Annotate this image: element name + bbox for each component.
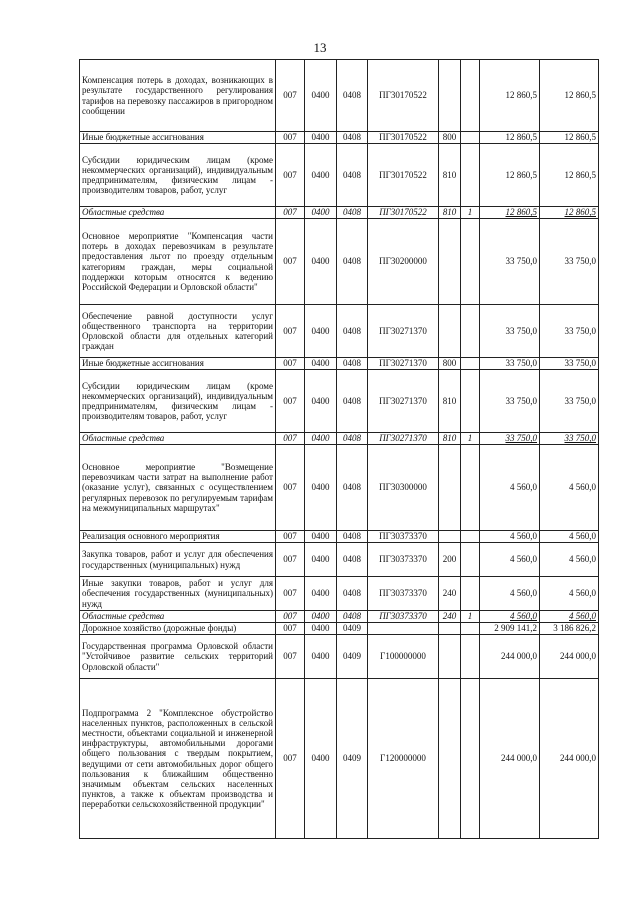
table-row <box>80 623 599 635</box>
row-description: Обеспечение равной доступности услуг общественного транспорта на территории Орловской области для отдельных категорий граждан <box>80 305 276 358</box>
ministry-code: 007 <box>276 219 305 305</box>
row-description: Иные закупки товаров, работ и услуг для обеспечения государственных (муниципальных) нужд <box>80 577 276 611</box>
table-row <box>80 577 599 611</box>
row-description: Государственная программа Орловской области "Устойчивое развитие сельских территорий Орловской области" <box>80 635 276 679</box>
amount-year-1: 33 750,0 <box>480 219 540 305</box>
expense-type-code: 810 <box>439 433 461 445</box>
row-description: Иные бюджетные ассигнования <box>80 132 276 144</box>
row-description: Основное мероприятие "Возмещение перевозчикам части затрат на выполнение работ (оказание услуг), связанных с осуществлением регулярных перевозок по регулируемым тарифам на межмуниципальных маршрутах" <box>80 445 276 531</box>
target-article-code: ПГ30200000 <box>368 219 439 305</box>
ministry-code: 007 <box>276 577 305 611</box>
amount-year-2: 12 860,5 <box>540 132 599 144</box>
expense-type-code <box>439 445 461 531</box>
section-code: 0400 <box>305 445 337 531</box>
funding-source-code: 1 <box>461 433 480 445</box>
row-description: Подпрограмма 2 "Комплексное обустройство населенных пунктов, расположенных в сельской местности, объектами социальной и инженерной инфраструктуры, автомобильными дорогами общего пользования с твердым покрытием, ведущими от сети автомобильных дорог общего пользования к ближайшим общественно значимым объектам сельских населенных пунктов, а также к объектам производства и переработки сельскохозяйственной продукции" <box>80 679 276 839</box>
ministry-code: 007 <box>276 445 305 531</box>
amount-year-1: 12 860,5 <box>480 207 540 219</box>
section-code: 0400 <box>305 132 337 144</box>
target-article-code: Г120000000 <box>368 679 439 839</box>
amount-year-2: 12 860,5 <box>540 144 599 207</box>
section-code: 0400 <box>305 577 337 611</box>
table-row <box>80 60 599 132</box>
expense-type-code: 810 <box>439 207 461 219</box>
section-code: 0400 <box>305 433 337 445</box>
subsection-code: 0408 <box>337 144 368 207</box>
funding-source-code <box>461 305 480 358</box>
subsection-code: 0408 <box>337 219 368 305</box>
funding-source-code: 1 <box>461 611 480 623</box>
amount-year-2: 12 860,5 <box>540 60 599 132</box>
expense-type-code <box>439 60 461 132</box>
subsection-code: 0408 <box>337 305 368 358</box>
funding-source-code: 1 <box>461 207 480 219</box>
amount-year-1: 12 860,5 <box>480 60 540 132</box>
ministry-code: 007 <box>276 358 305 370</box>
target-article-code: ПГ30373370 <box>368 543 439 577</box>
amount-year-2: 244 000,0 <box>540 679 599 839</box>
table-row <box>80 611 599 623</box>
target-article-code: ПГ30170522 <box>368 60 439 132</box>
table-row <box>80 679 599 839</box>
table-row <box>80 433 599 445</box>
target-article-code: ПГ30373370 <box>368 531 439 543</box>
row-description: Иные бюджетные ассигнования <box>80 358 276 370</box>
target-article-code: ПГ30373370 <box>368 577 439 611</box>
subsection-code: 0408 <box>337 611 368 623</box>
subsection-code: 0408 <box>337 358 368 370</box>
ministry-code: 007 <box>276 305 305 358</box>
row-description: Закупка товаров, работ и услуг для обеспечения государственных (муниципальных) нужд <box>80 543 276 577</box>
amount-year-1: 12 860,5 <box>480 144 540 207</box>
target-article-code: ПГ30300000 <box>368 445 439 531</box>
funding-source-code <box>461 543 480 577</box>
table-row <box>80 445 599 531</box>
amount-year-2: 4 560,0 <box>540 543 599 577</box>
subsection-code: 0408 <box>337 433 368 445</box>
section-code: 0400 <box>305 60 337 132</box>
amount-year-1: 244 000,0 <box>480 635 540 679</box>
ministry-code: 007 <box>276 635 305 679</box>
expense-type-code: 240 <box>439 611 461 623</box>
expense-type-code <box>439 219 461 305</box>
section-code: 0400 <box>305 531 337 543</box>
row-description: Дорожное хозяйство (дорожные фонды) <box>80 623 276 635</box>
table-row <box>80 219 599 305</box>
amount-year-2: 33 750,0 <box>540 219 599 305</box>
amount-year-2: 4 560,0 <box>540 611 599 623</box>
target-article-code: ПГ30271370 <box>368 305 439 358</box>
amount-year-1: 33 750,0 <box>480 370 540 433</box>
target-article-code: ПГ30271370 <box>368 433 439 445</box>
amount-year-1: 2 909 141,2 <box>480 623 540 635</box>
subsection-code: 0408 <box>337 132 368 144</box>
section-code: 0400 <box>305 144 337 207</box>
amount-year-2: 3 186 826,2 <box>540 623 599 635</box>
row-description: Субсидии юридическим лицам (кроме некоммерческих организаций), индивидуальным предпринимателям, физическим лицам - производителям товаров, работ, услуг <box>80 144 276 207</box>
amount-year-2: 33 750,0 <box>540 370 599 433</box>
table-row <box>80 132 599 144</box>
ministry-code: 007 <box>276 679 305 839</box>
target-article-code: Г100000000 <box>368 635 439 679</box>
funding-source-code <box>461 132 480 144</box>
subsection-code: 0408 <box>337 370 368 433</box>
table-row <box>80 531 599 543</box>
funding-source-code <box>461 144 480 207</box>
funding-source-code <box>461 623 480 635</box>
row-description: Областные средства <box>80 207 276 219</box>
section-code: 0400 <box>305 611 337 623</box>
subsection-code: 0408 <box>337 531 368 543</box>
target-article-code: ПГ30271370 <box>368 358 439 370</box>
budget-table <box>79 59 599 839</box>
row-description: Компенсация потерь в доходах, возникающих в результате государственного регулирования тарифов на перевозку пассажиров в пригородном сообщении <box>80 60 276 132</box>
amount-year-2: 33 750,0 <box>540 305 599 358</box>
funding-source-code <box>461 370 480 433</box>
amount-year-2: 12 860,5 <box>540 207 599 219</box>
expense-type-code <box>439 305 461 358</box>
section-code: 0400 <box>305 358 337 370</box>
amount-year-2: 4 560,0 <box>540 445 599 531</box>
amount-year-2: 33 750,0 <box>540 358 599 370</box>
funding-source-code <box>461 531 480 543</box>
expense-type-code: 810 <box>439 144 461 207</box>
amount-year-2: 4 560,0 <box>540 577 599 611</box>
target-article-code: ПГ30271370 <box>368 370 439 433</box>
funding-source-code <box>461 358 480 370</box>
target-article-code: ПГ30170522 <box>368 207 439 219</box>
row-description: Областные средства <box>80 611 276 623</box>
ministry-code: 007 <box>276 433 305 445</box>
row-description: Областные средства <box>80 433 276 445</box>
ministry-code: 007 <box>276 623 305 635</box>
target-article-code: ПГ30170522 <box>368 132 439 144</box>
table-body <box>80 60 599 839</box>
section-code: 0400 <box>305 370 337 433</box>
ministry-code: 007 <box>276 60 305 132</box>
table-row <box>80 207 599 219</box>
row-description: Основное мероприятие "Компенсация части потерь в доходах перевозчикам в результате предоставления льгот по проезду отдельным категориям граждан, меры социальной поддержки которым относятся к ведению Российской Федерации и Орловской области" <box>80 219 276 305</box>
funding-source-code <box>461 577 480 611</box>
expense-type-code: 800 <box>439 358 461 370</box>
funding-source-code <box>461 445 480 531</box>
expense-type-code <box>439 623 461 635</box>
amount-year-1: 4 560,0 <box>480 577 540 611</box>
ministry-code: 007 <box>276 207 305 219</box>
amount-year-1: 33 750,0 <box>480 305 540 358</box>
table-row <box>80 144 599 207</box>
expense-type-code: 200 <box>439 543 461 577</box>
amount-year-1: 4 560,0 <box>480 445 540 531</box>
table-row <box>80 635 599 679</box>
amount-year-2: 244 000,0 <box>540 635 599 679</box>
table-row <box>80 358 599 370</box>
section-code: 0400 <box>305 207 337 219</box>
section-code: 0400 <box>305 219 337 305</box>
subsection-code: 0409 <box>337 623 368 635</box>
amount-year-2: 4 560,0 <box>540 531 599 543</box>
ministry-code: 007 <box>276 531 305 543</box>
subsection-code: 0408 <box>337 445 368 531</box>
amount-year-2: 33 750,0 <box>540 433 599 445</box>
amount-year-1: 33 750,0 <box>480 358 540 370</box>
amount-year-1: 33 750,0 <box>480 433 540 445</box>
section-code: 0400 <box>305 635 337 679</box>
target-article-code: ПГ30170522 <box>368 144 439 207</box>
amount-year-1: 12 860,5 <box>480 132 540 144</box>
ministry-code: 007 <box>276 144 305 207</box>
expense-type-code: 240 <box>439 577 461 611</box>
table-row <box>80 543 599 577</box>
expense-type-code: 810 <box>439 370 461 433</box>
amount-year-1: 4 560,0 <box>480 611 540 623</box>
subsection-code: 0408 <box>337 577 368 611</box>
subsection-code: 0408 <box>337 543 368 577</box>
subsection-code: 0408 <box>337 207 368 219</box>
row-description: Субсидии юридическим лицам (кроме некоммерческих организаций), индивидуальным предпринимателям, физическим лицам - производителям товаров, работ, услуг <box>80 370 276 433</box>
funding-source-code <box>461 60 480 132</box>
expense-type-code <box>439 679 461 839</box>
ministry-code: 007 <box>276 370 305 433</box>
subsection-code: 0409 <box>337 635 368 679</box>
target-article-code <box>368 623 439 635</box>
funding-source-code <box>461 635 480 679</box>
amount-year-1: 244 000,0 <box>480 679 540 839</box>
amount-year-1: 4 560,0 <box>480 531 540 543</box>
ministry-code: 007 <box>276 543 305 577</box>
page-number: 13 <box>313 40 327 55</box>
expense-type-code <box>439 531 461 543</box>
section-code: 0400 <box>305 679 337 839</box>
subsection-code: 0409 <box>337 679 368 839</box>
table-row <box>80 370 599 433</box>
subsection-code: 0408 <box>337 60 368 132</box>
table-row <box>80 305 599 358</box>
expense-type-code: 800 <box>439 132 461 144</box>
section-code: 0400 <box>305 305 337 358</box>
funding-source-code <box>461 679 480 839</box>
ministry-code: 007 <box>276 611 305 623</box>
amount-year-1: 4 560,0 <box>480 543 540 577</box>
ministry-code: 007 <box>276 132 305 144</box>
section-code: 0400 <box>305 623 337 635</box>
expense-type-code <box>439 635 461 679</box>
target-article-code: ПГ30373370 <box>368 611 439 623</box>
funding-source-code <box>461 219 480 305</box>
section-code: 0400 <box>305 543 337 577</box>
row-description: Реализация основного мероприятия <box>80 531 276 543</box>
